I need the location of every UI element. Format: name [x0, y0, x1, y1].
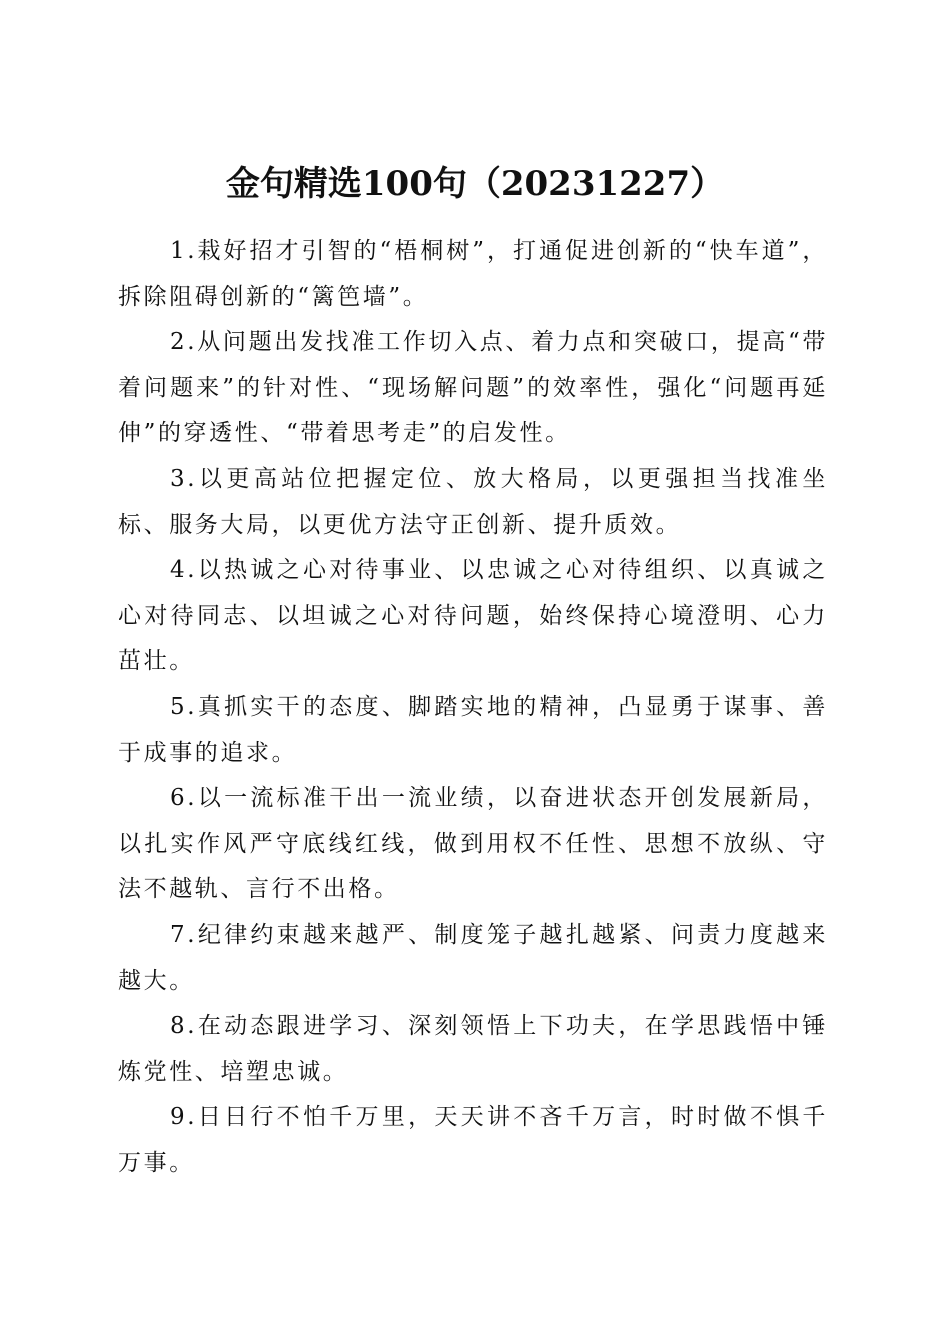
- paragraph-2: 2.从问题出发找准工作切入点、着力点和突破口，提高“带着问题来”的针对性、“现场解问题”的效率性，强化“问题再延伸”的穿透性、“带着思考走”的启发性。: [118, 329, 828, 447]
- paragraph-7: 7.纪律约束越来越严、制度笼子越扎越紧、问责力度越来越大。: [118, 921, 828, 994]
- paragraph-6: 6.以一流标准干出一流业绩，以奋进状态开创发展新局，以扎实作风严守底线红线，做到用权不任性、思想不放纵、守法不越轨、言行不出格。: [118, 785, 828, 903]
- document-body: [118, 229, 828, 1186]
- paragraph-5: 5.真抓实干的态度、脚踏实地的精神，凸显勇于谋事、善于成事的追求。: [118, 693, 828, 766]
- paragraph-3: 3.以更高站位把握定位、放大格局，以更强担当找准坐标、服务大局，以更优方法守正创新、提升质效。: [118, 465, 828, 538]
- document-title: 金句精选100句（20231227）: [225, 163, 725, 204]
- paragraph-4: 4.以热诚之心对待事业、以忠诚之心对待组织、以真诚之心对待同志、以坦诚之心对待问题，始终保持心境澄明、心力茁壮。: [118, 557, 828, 675]
- paragraph-1: 1.栽好招才引智的“梧桐树”，打通促进创新的“快车道”，拆除阻碍创新的“篱笆墙”。: [118, 238, 828, 310]
- paragraph-9: 9.日日行不怕千万里，天天讲不吝千万言，时时做不惧千万事。: [118, 1104, 828, 1176]
- paragraph-8: 8.在动态跟进学习、深刻领悟上下功夫，在学思践悟中锤炼党性、培塑忠诚。: [118, 1013, 828, 1085]
